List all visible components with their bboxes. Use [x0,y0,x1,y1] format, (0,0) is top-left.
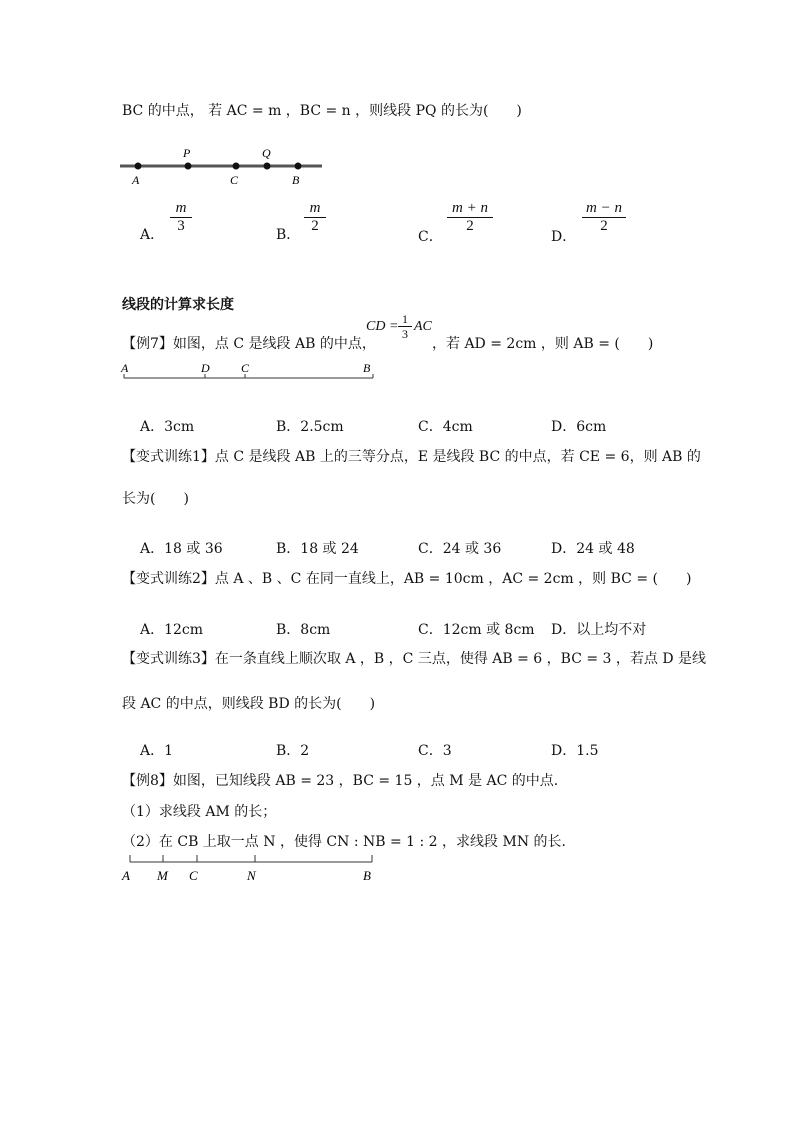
label-b: B [363,361,371,375]
ex7-cd-fraction [398,312,412,341]
label-d: D [201,361,210,375]
ex7-option-b: B．2.5cm [276,419,344,435]
line-figure-amcnb [118,850,388,886]
ex7-stem-a: 【例7】如图，点 C 是线段 AB 的中点， [122,336,376,352]
label-c: C [230,173,239,186]
v2-option-c: C．12cm 或 8cm [418,622,535,638]
v3-option-b: B．2 [276,743,310,759]
option-b-den: 2 [311,218,319,234]
label-b: B [292,173,300,186]
v3-option-d: D．1.5 [551,743,599,759]
option-c-num: m + n [447,200,493,218]
option-a-fraction [170,200,192,235]
option-d-den: 2 [600,218,608,234]
option-c-label: C． [418,229,443,245]
label-a: A [121,361,129,375]
ex7-option-d: D．6cm [551,419,607,435]
option-d-fraction [582,200,626,235]
line-figure-adcb [118,358,388,384]
label-b: B [363,868,371,883]
label-m: M [157,868,168,883]
v1-option-a: A．18 或 36 [140,541,223,557]
v2-option-b: B．8cm [276,622,331,638]
ex7-cd-rhs: AC [414,319,432,334]
option-a-den: 3 [177,218,185,234]
point-a [135,163,142,170]
ex7-cd-lhs: CD = [366,319,399,334]
label-p: P [183,146,191,160]
ex8-sub2: （2）在 CB 上取一点 N ，使得 CN : NB = 1 : 2 ，求线段 MN 的长． [122,834,576,850]
ex7-stem-b: ，若 AD = 2cm ，则 AB = ( ) [432,336,654,352]
label-c: C [241,361,250,375]
point-p [185,163,192,170]
v2-stem: 【变式训练2】点 A 、B 、C 在同一直线上，AB = 10cm ，AC = 2cm ，则 BC = ( ) [122,571,692,587]
point-q [264,163,271,170]
point-c [233,163,240,170]
ex7-cd-den: 3 [402,327,408,341]
option-a-num: m [170,200,192,218]
option-b-label: B． [276,227,301,243]
ex7-cd-num: 1 [398,312,412,327]
v1-option-b: B．18 或 24 [276,541,359,557]
ex7-option-c: C．4cm [418,419,473,435]
v2-option-d: D．以上均不对 [551,622,647,638]
ex8-stem: 【例8】如图，已知线段 AB = 23 ，BC = 15 ，点 M 是 AC 的中点． [122,773,568,789]
v3-stem-line2: 段 AC 的中点，则线段 BD 的长为( ) [122,696,376,712]
section-title: 线段的计算求长度 [122,297,234,313]
label-n: N [247,868,256,883]
option-a-label: A． [140,227,165,243]
ex8-sub1: （1）求线段 AM 的长； [122,804,277,820]
v1-option-d: D．24 或 48 [551,541,635,557]
v2-option-a: A．12cm [140,622,204,638]
v3-option-c: C．3 [418,743,452,759]
option-b-fraction [304,200,326,235]
option-c-fraction [447,200,493,235]
option-c-den: 2 [466,218,474,234]
v3-option-a: A．1 [140,743,174,759]
label-a: A [132,173,140,186]
option-d-label: D． [551,229,577,245]
label-a: A [122,868,130,883]
option-b-num: m [304,200,326,218]
v1-stem-line1: 【变式训练1】点 C 是线段 AB 上的三等分点，E 是线段 BC 的中点，若 CE = 6，则 AB 的 [122,449,701,465]
option-d-num: m − n [582,200,626,218]
label-c: C [189,868,198,883]
ex7-option-a: A．3cm [140,419,195,435]
v1-option-c: C．24 或 36 [418,541,502,557]
line-figure-apcqb [118,144,338,186]
v1-stem-line2: 长为( ) [122,491,189,507]
point-b [295,163,302,170]
question-stem-prev: BC 的中点， 若 AC = m ，BC = n ，则线段 PQ 的长为( ) [122,103,522,119]
label-q: Q [262,146,271,160]
v3-stem-line1: 【变式训练3】在一条直线上顺次取 A ，B ，C 三点，使得 AB = 6 ，BC = 3 ，若点 D 是线 [122,651,707,667]
